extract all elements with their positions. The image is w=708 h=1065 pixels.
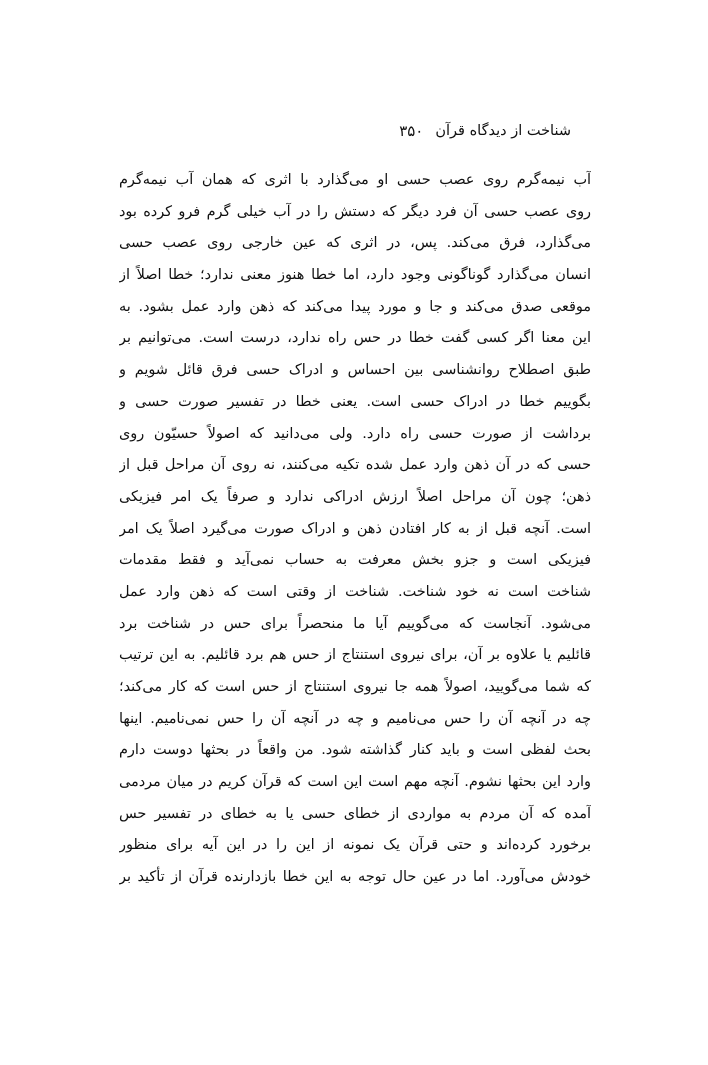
text-line: این معنا اگر کسی گفت خطا در حس راه ندارد، درست است. می‌توانیم بر: [119, 330, 591, 347]
text-line: بگوییم خطا در ادراک حسی است. یعنی خطا در تفسیر صورت حسی و: [119, 393, 591, 410]
text-line: برداشت از صورت حسی راه دارد. ولی می‌دانید که اصولاً حسیّون روی: [119, 425, 591, 442]
text-line: موقعی صدق می‌کند و جا و مورد پیدا می‌کند که ذهن وارد عمل بشود. به: [119, 298, 591, 315]
text-line: که شما می‌گویید، اصولاً همه جا نیروی استنتاج از حس است که کار می‌کند؛: [119, 679, 591, 695]
text-line: شناخت است نه خود شناخت. شناخت از وقتی است که ذهن وارد عمل: [119, 583, 591, 600]
text-line: وارد این بحثها نشوم. آنچه مهم است این است که قرآن کریم در میان مردمی: [119, 774, 591, 791]
text-line: آمده که آن مردم به مواردی از خطای حسی یا به خطای در تفسیر حس: [119, 805, 591, 822]
text-line: چه در آنچه آن را حس می‌نامیم و چه در آنچه آن را حس نمی‌نامیم. اینها: [119, 710, 591, 727]
running-header: [399, 118, 571, 144]
text-line: انسان می‌گذارد گوناگونی وجود دارد، اما خطا هنوز معنی ندارد؛ خطا اصلاً از: [119, 267, 591, 284]
text-line: خودش می‌آورد. اما در عین حال توجه به این خطا بازدارنده قرآن از تأکید بر: [119, 869, 591, 886]
text-line: می‌شود. آنجاست که می‌گوییم آیا ما منحصراً برای حس در شناخت برد: [119, 615, 591, 632]
text-line: روی عصب حسی آن فرد دیگر که دستش را در آب خیلی گرم فرو کرده بود: [119, 203, 591, 220]
text-line: قائلیم یا علاوه بر آن، برای نیروی استنتاج از حس هم برد قائلیم. به این ترتیب: [119, 647, 591, 664]
text-line: برخورد کرده‌اند و حتی قرآن یک نمونه از این را در این آیه برای منظور: [119, 837, 591, 854]
text-line: است. آنچه قبل از به کار افتادن ذهن و ادراک صورت می‌گیرد اصلاً یک امر: [119, 520, 591, 537]
running-title: شناخت از دیدگاه قرآن: [435, 123, 571, 139]
text-line: ذهن؛ چون آن مراحل اصلاً ارزش ادراکی ندارد و صرفاً یک امر فیزیکی: [119, 488, 591, 505]
text-line: می‌گذارد، فرق می‌کند. پس، در اثری که عین خارجی روی عصب حسی: [119, 235, 591, 252]
page-number: ۳۵۰: [399, 122, 424, 140]
body-text: [119, 165, 591, 894]
text-line: فیزیکی است و جزو بخش معرفت به حساب نمی‌آید و فقط مقدمات: [119, 552, 591, 569]
text-line: طبق اصطلاح روانشناسی بین احساس و ادراک حسی فرق قائل شویم و: [119, 362, 591, 379]
text-line: حسی که در آن ذهن وارد عمل شده تکیه می‌کنند، نه روی آن مراحل قبل از: [119, 457, 591, 474]
text-line: بحث لفظی است و باید کنار گذاشته شود. من واقعاً در بحثها دوست دارم: [119, 742, 591, 759]
text-line: آب نیمه‌گرم روی عصب حسی او می‌گذارد با اثری که همان آب نیمه‌گرم: [119, 172, 591, 188]
